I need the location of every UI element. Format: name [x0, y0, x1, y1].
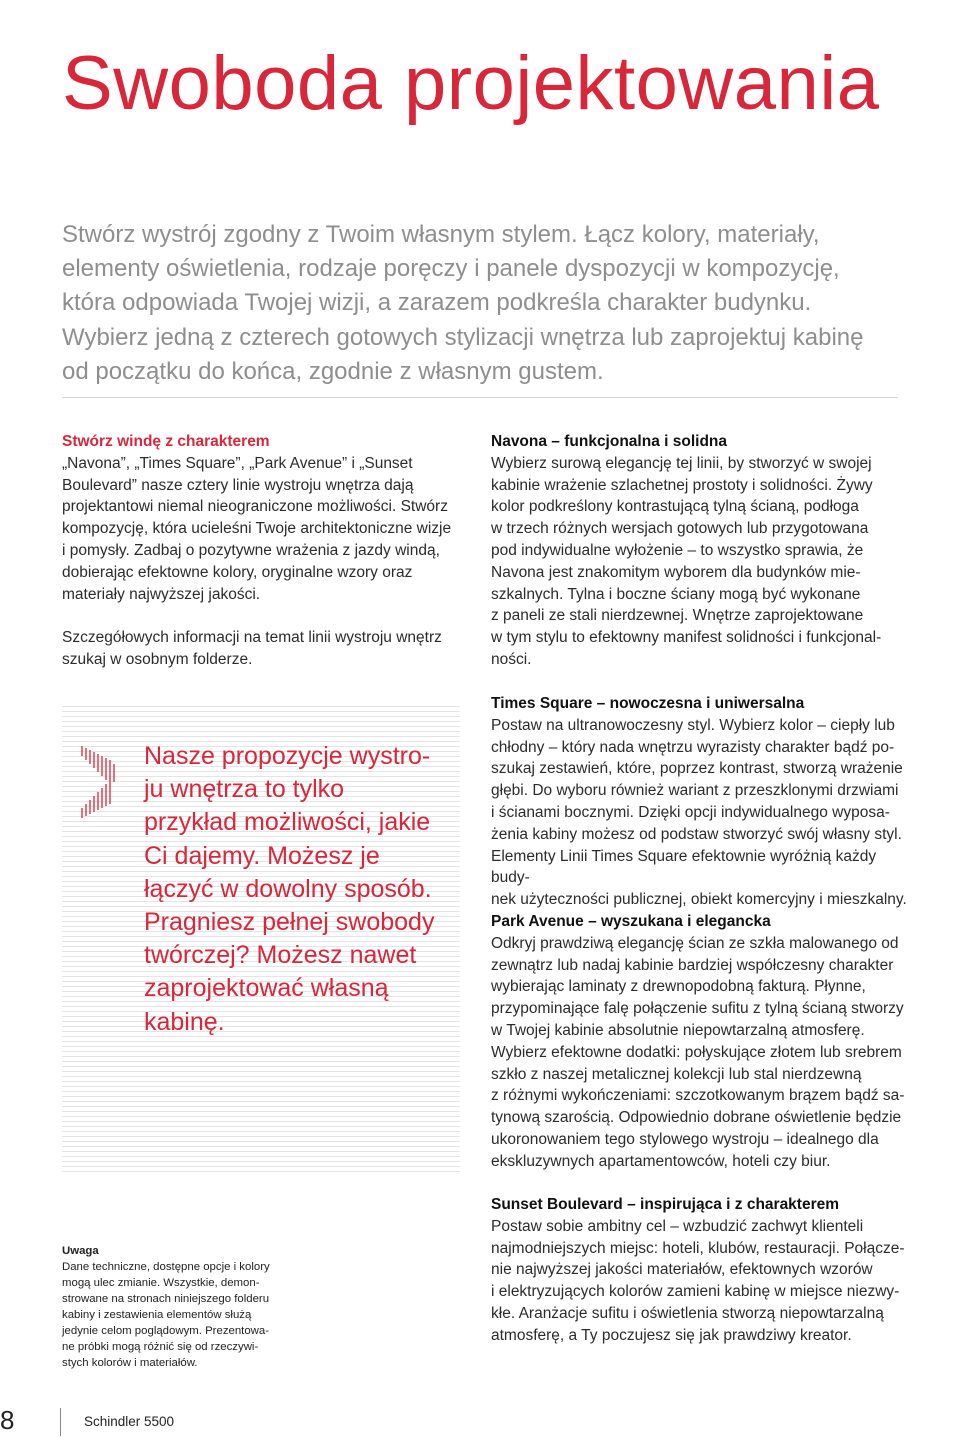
page-title: Swoboda projektowania — [62, 41, 880, 126]
section-line: tynową szarością. Odpowiednio dobrane oświetlenie będzie — [491, 1109, 902, 1127]
section-line: najmodniejszych miejsc: hoteli, klubów, restauracji. Połącze- — [491, 1239, 905, 1257]
section-line: kabinie wrażenie szlachetnej prostoty i solidności. Żywy — [491, 476, 873, 494]
quote-line: twórczej? Możesz nawet — [144, 941, 417, 970]
section-line: szkalnych. Tylna i boczne ściany mogą być wykonane — [491, 585, 861, 603]
left-line: dobierając efektowne kolory, oryginalne wzory oraz — [62, 563, 413, 581]
section-line: Wybierz efektowne dodatki: połyskujące złotem lub srebrem — [491, 1043, 902, 1061]
section-line: szukaj zestawień, które, poprzez kontrast, stworzą wrażenie — [491, 760, 903, 778]
left-line: Boulevard” nasze cztery linie wystroju wnętrza dają — [62, 476, 414, 494]
note-line: ne próbki mogą różnić się od rzeczywi- — [62, 1341, 259, 1353]
page-number: 8 — [0, 1405, 15, 1435]
left-column — [62, 431, 462, 671]
section-line: Navona jest znakomitym wyborem dla budynków mie- — [491, 563, 861, 581]
section-line: nek użyteczności publicznej, obiekt komercyjny i mieszkalny. — [491, 891, 907, 909]
section-line: głębi. Do wyboru również wariant z przeszklonymi drzwiami — [491, 782, 899, 800]
note-line: mogą ulec zmianie. Wszystkie, demon- — [62, 1277, 260, 1289]
section-line: wybierając laminaty z drewnopodobną fakturą. Płynne, — [491, 978, 866, 996]
section-line: zewnątrz lub nadaj kabinie bardziej współczesny charakter — [491, 956, 894, 974]
section-line: w trzech różnych wersjach gotowych lub przygotowana — [491, 520, 869, 538]
section-line: atmosferę, a Ty poczujesz się jak prawdziwy kreator. — [491, 1326, 852, 1344]
section-line: w tym stylu to efektowny manifest solidności i funkcjonal- — [491, 629, 882, 647]
section-line: ekskluzywnych apartamentowców, hoteli czy biur. — [491, 1152, 831, 1170]
note-line: kabiny i zestawienia elementów służą — [62, 1309, 252, 1321]
section-line: Odkryj prawdziwą elegancję ścian ze szkła malowanego od — [491, 934, 899, 952]
divider — [62, 397, 898, 398]
section-line: i elektryzujących kolorów zamieni kabinę w miejsce niezwy- — [491, 1283, 900, 1301]
quote-line: zaprojektować własną — [144, 974, 389, 1003]
left-line: projektantowi niemal nieograniczone możliwości. Stwórz — [62, 498, 448, 516]
note-box — [62, 1243, 287, 1371]
section-line: kolor podkreślony kontrastującą tylną ścianą, podłoga — [491, 498, 859, 516]
section-heading: Sunset Boulevard – inspirująca i z charakterem — [491, 1196, 840, 1213]
section-line: szkło z naszej metalicznej kolekcji lub stal nierdzewną — [491, 1065, 862, 1083]
section-line: chłodny – który nada wnętrzu wyrazisty charakter bądź po- — [491, 738, 895, 756]
section-line: Wybierz surową elegancję tej linii, by stworzyć w swojej — [491, 454, 872, 472]
intro-line: Wybierz jedną z czterech gotowych stylizacji wnętrza lub zaprojektuj kabinę — [62, 323, 864, 351]
section-line: i ścianami bocznymi. Dzięki opcji indywidualnego wyposa- — [491, 803, 890, 821]
section-line: Postaw na ultranowoczesny styl. Wybierz kolor – ciepły lub — [491, 716, 895, 734]
quote-line: kabinę. — [144, 1007, 225, 1036]
arrow-lines-icon — [80, 742, 126, 827]
section-line: ukoronowaniem tego stylowego wystroju – idealnego dla — [491, 1130, 879, 1148]
section-line: pod indywidualne wyłożenie – to wszystko sprawia, że — [491, 541, 864, 559]
left-line: Szczegółowych informacji na temat linii wystroju wnętrz — [62, 629, 442, 647]
quote-line: ju wnętrza to tylko — [144, 775, 345, 804]
pull-quote — [144, 740, 440, 1039]
section-line: Elementy Linii Times Square efektownie wyróżnią każdy budy- — [491, 847, 877, 887]
section-line: Postaw sobie ambitny cel – wzbudzić zachwyt klienteli — [491, 1217, 864, 1235]
note-line: strowane na stronach niniejszego folderu — [62, 1293, 270, 1305]
quote-line: łączyć w dowolny sposób. — [144, 874, 432, 903]
section-line: z różnymi wykończeniami: szczotkowanym brązem bądź sa- — [491, 1087, 905, 1105]
footer-brand: Schindler 5500 — [84, 1414, 175, 1429]
section-line: żenia kabiny możesz od podstaw stworzyć swój własny styl. — [491, 825, 902, 843]
section-sunset-boulevard — [491, 1194, 911, 1347]
note-line: Dane techniczne, dostępne opcje i kolory — [62, 1261, 270, 1273]
intro-line: która odpowiada Twojej wizji, a zarazem podkreśla charakter budynku. — [62, 289, 812, 317]
intro-line: elementy oświetlenia, rodzaje poręczy i panele dyspozycji w kompozycję, — [62, 255, 840, 283]
section-line: w Twojej kabinie absolutnie niepowtarzalną atmosferę. — [491, 1021, 865, 1039]
quote-line: Nasze propozycje wystro- — [144, 742, 431, 770]
intro-line: Stwórz wystrój zgodny z Twoim własnym stylem. Łącz kolory, materiały, — [62, 221, 820, 248]
quote-line: Ci dajemy. Możesz je — [144, 841, 380, 870]
section-line: ności. — [491, 650, 532, 668]
left-heading: Stwórz windę z charakterem — [62, 433, 270, 450]
intro-line: od początku do końca, zgodnie z własnym gustem. — [62, 357, 604, 385]
left-line: „Navona”, „Times Square”, „Park Avenue” i „Sunset — [62, 454, 413, 472]
intro-text — [62, 218, 912, 389]
section-line: z paneli ze stali nierdzewnej. Wnętrze zaprojektowane — [491, 607, 864, 625]
note-line: jedynie celom poglądowym. Prezentowa- — [62, 1325, 270, 1337]
section-line: przypominające falę połączenie sufitu z tylną ścianą stworzy — [491, 1000, 904, 1018]
section-heading: Park Avenue – wyszukana i elegancka — [491, 913, 771, 930]
left-line: materiały najwyższej jakości. — [62, 585, 261, 603]
quote-line: Pragniesz pełnej swobody — [144, 908, 435, 937]
section-line: kłe. Aranżacje sufitu i oświetlenia stworzą niepowtarzalną — [491, 1304, 884, 1322]
left-line: i pomysły. Zadbaj o pozytywne wrażenia z jazdy windą, — [62, 541, 440, 559]
section-navona — [491, 431, 911, 671]
section-heading: Times Square – nowoczesna i uniwersalna — [491, 695, 805, 712]
note-heading: Uwaga — [62, 1245, 99, 1257]
left-line: szukaj w osobnym folderze. — [62, 650, 253, 668]
footer-divider — [60, 1408, 61, 1436]
left-line: kompozycję, która ucieleśni Twoje architektoniczne wizje — [62, 520, 452, 538]
section-line: nie najwyższej jakości materiałów, efektownych wzorów — [491, 1261, 873, 1279]
note-line: stych kolorów i materiałów. — [62, 1357, 198, 1369]
section-heading: Navona – funkcjonalna i solidna — [491, 433, 727, 450]
section-park-avenue — [491, 911, 911, 1173]
section-times-square — [491, 693, 911, 911]
quote-line: przykład możliwości, jakie — [144, 808, 431, 837]
